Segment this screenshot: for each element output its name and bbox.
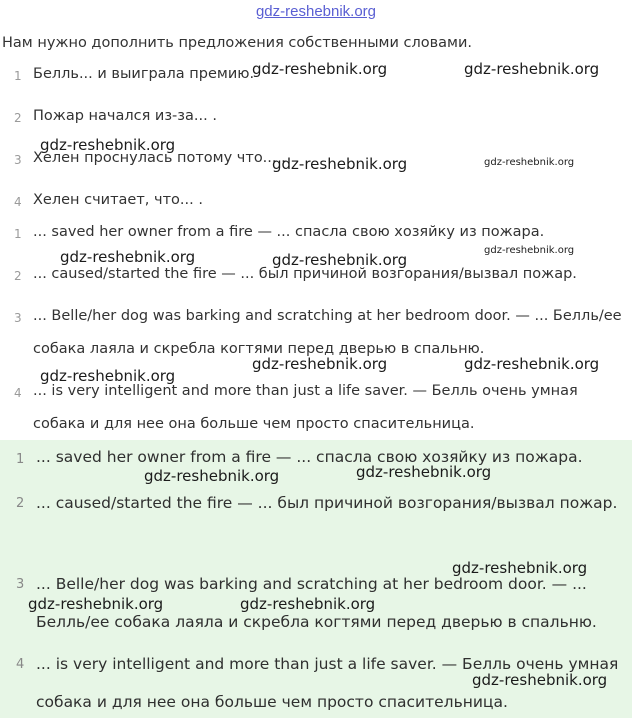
answer-text: ... saved her owner from a fire — ... спасла свою хозяйку из пожара. (33, 224, 545, 240)
site-title-link[interactable]: gdz-reshebnik.org (255, 3, 377, 20)
task-intro: Нам нужно дополнить предложения собственными словами. (2, 35, 472, 51)
answer-text: ... saved her owner from a fire — ... спасла свою хозяйку из пожара. (36, 448, 583, 466)
watermark-text: gdz-reshebnik.org (252, 355, 388, 373)
watermark-text: gdz-reshebnik.org (472, 671, 608, 689)
answer-number: 1 (16, 452, 25, 467)
watermark-text: gdz-reshebnik.org (484, 157, 575, 168)
question-number: 2 (14, 111, 22, 125)
answer-number: 3 (16, 577, 25, 592)
answer-text: ... caused/started the fire — ... был причиной возгорания/вызвал пожар. (36, 494, 618, 512)
watermark-text: gdz-reshebnik.org (464, 355, 600, 373)
watermark-text: gdz-reshebnik.org (272, 251, 408, 269)
watermark-text: gdz-reshebnik.org (452, 559, 588, 577)
question-number: 1 (14, 69, 22, 83)
watermark-text: gdz-reshebnik.org (356, 463, 492, 481)
watermark-text: gdz-reshebnik.org (40, 136, 176, 154)
question-number: 3 (14, 153, 22, 167)
answer-number: 1 (14, 227, 22, 241)
watermark-text: gdz-reshebnik.org (484, 245, 575, 256)
question-text: Белль... и выиграла премию. (33, 66, 255, 82)
answer-text: ... caused/started the fire — ... был причиной возгорания/вызвал пожар. (33, 266, 577, 282)
watermark-text: gdz-reshebnik.org (40, 367, 176, 385)
question-text: Хелен считает, что... . (33, 192, 203, 208)
answer-number: 2 (14, 269, 22, 283)
answer-text: ... is very intelligent and more than just a life saver. — Белль очень умная собака и для нее она больше чем просто спасительница. (36, 655, 619, 711)
question-text: Хелен проснулась потому что... . (33, 150, 286, 166)
watermark-text: gdz-reshebnik.org (252, 60, 388, 78)
answer-number: 4 (14, 386, 22, 400)
watermark-text: gdz-reshebnik.org (464, 60, 600, 78)
answer-text: ... is very intelligent and more than just a life saver. — Белль очень умная собака и для нее она больше чем просто спасительница. (33, 383, 578, 432)
watermark-text: gdz-reshebnik.org (272, 155, 408, 173)
watermark-text: gdz-reshebnik.org (144, 467, 280, 485)
answer-text: ... Belle/her dog was barking and scratching at her bedroom door. — ... Белль/ее собака лаяла и скребла когтями перед дверью в спальню. (36, 575, 597, 631)
question-number: 4 (14, 195, 22, 209)
watermark-text: gdz-reshebnik.org (240, 595, 376, 613)
watermark-text: gdz-reshebnik.org (60, 248, 196, 266)
watermark-text: gdz-reshebnik.org (28, 595, 164, 613)
answer-number: 4 (16, 657, 25, 672)
answer-number: 2 (16, 496, 25, 511)
question-text: Пожар начался из-за... . (33, 108, 217, 124)
answer-number: 3 (14, 311, 22, 325)
answer-text: ... Belle/her dog was barking and scratching at her bedroom door. — ... Белль/ее собака лаяла и скребла когтями перед дверью в спальню. (33, 308, 622, 357)
